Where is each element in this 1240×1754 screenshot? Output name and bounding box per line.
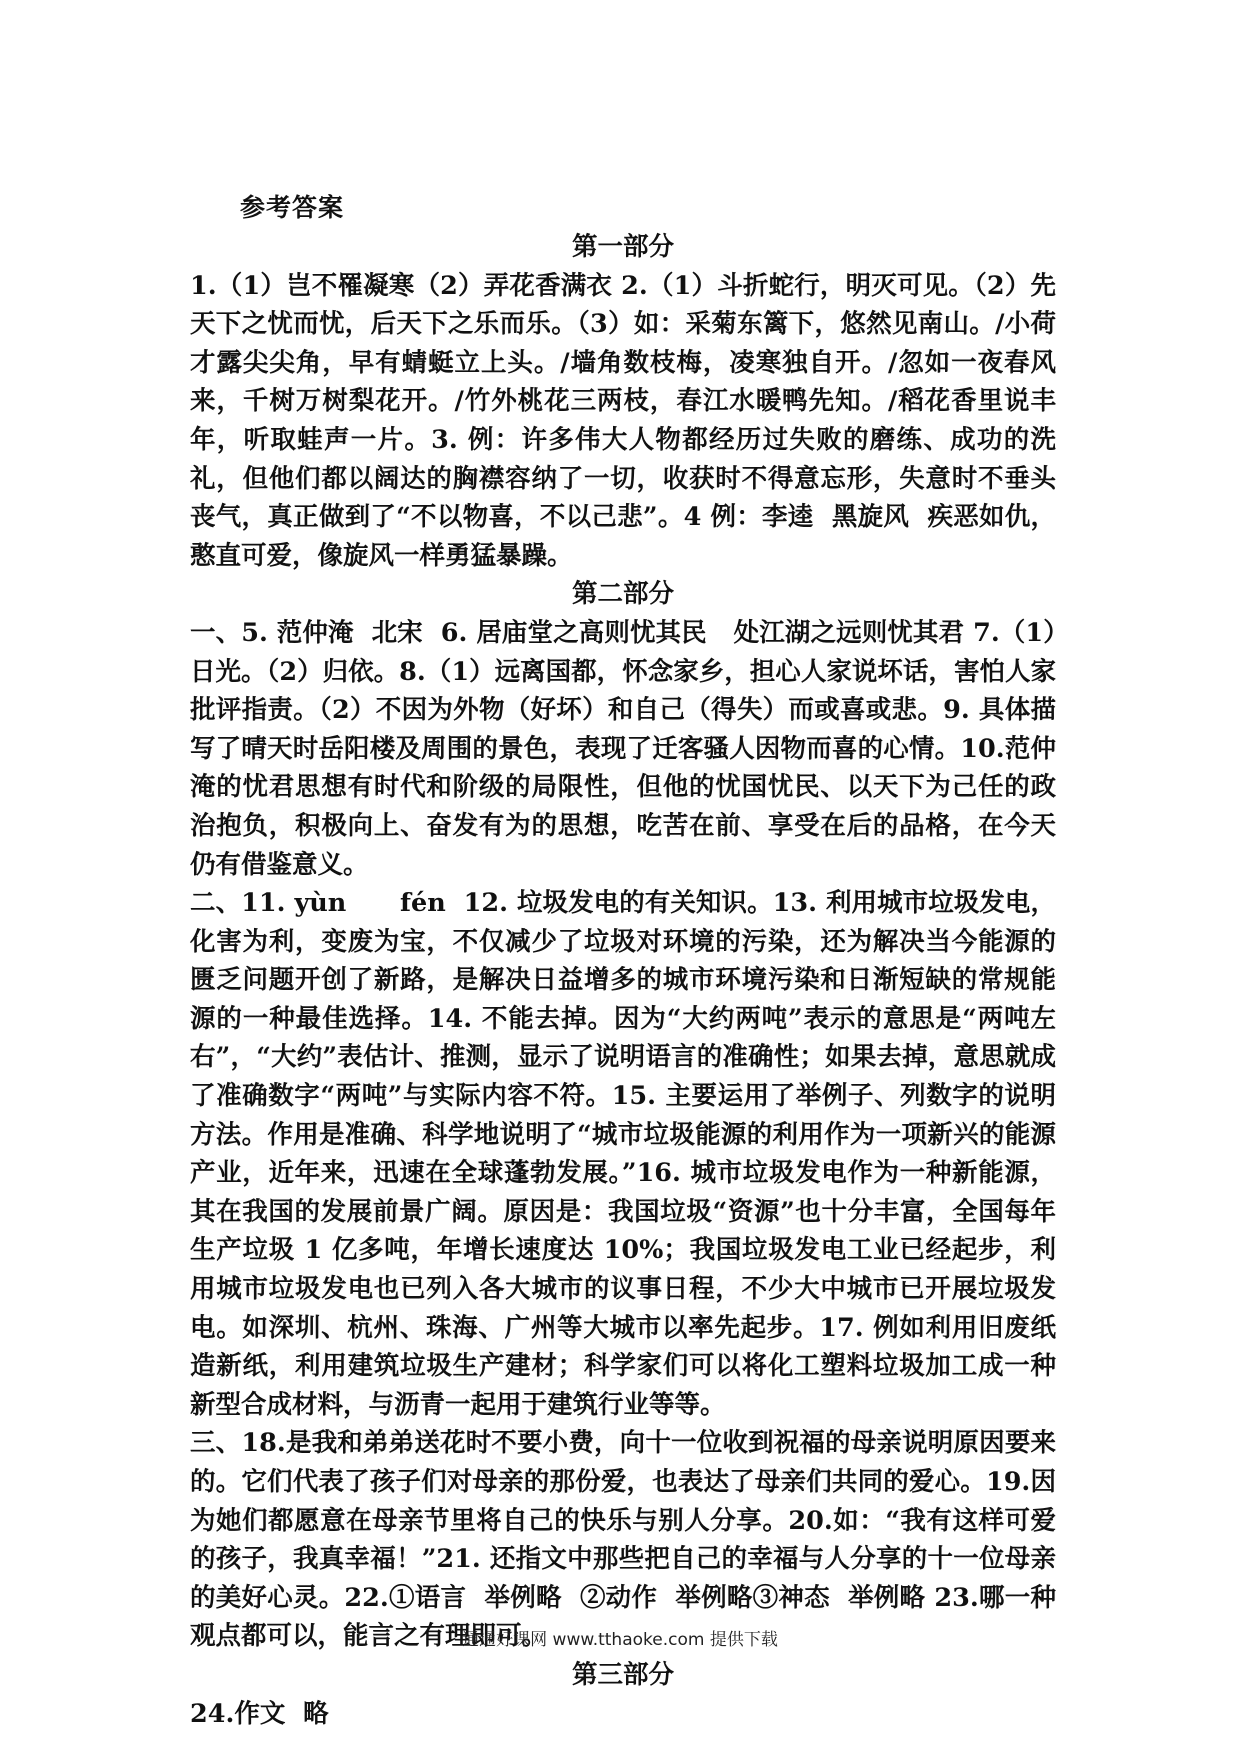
- section-heading: 第一部分: [571, 232, 674, 262]
- section-heading: 第三部分: [571, 1659, 674, 1690]
- section-part-three: [190, 1656, 1056, 1733]
- document-body: [190, 228, 1056, 1733]
- answer-paragraph: 一、5. 范仲淹 北宋 6. 居庙堂之高则忧其民 处江湖之远则忧其君 7.（1）日光。（2）归依。8.（1）远离国都，怀念家乡，担心人家说坏话，害怕人家批评指责。（2）不因为外物（好坏）和自己（得失）而或喜或悲。9. 具体描写了晴天时岳阳楼及周围的景色，表现了迁客骚人因物而喜的心情。10.范仲淹的忧君思想有时代和阶级的局限性，但他的忧国忧民、以天下为己任的政治抱负，积极向上、奋发有为的思想，吃苦在前、享受在后的品格，在今天仍有借鉴意义。: [190, 617, 1056, 880]
- answer-paragraph: 1.（1）岂不罹凝寒（2）弄花香满衣 2.（1）斗折蛇行，明灭可见。（2）先天下之忧而忧，后天下之乐而乐。（3）如：采菊东篱下，悠然见南山。/小荷才露尖尖角，早有蜻蜓立上头。/墙角数枝梅，凌寒独自开。/忽如一夜春风来，千树万树梨花开。/竹外桃花三两枝，春江水暖鸭先知。/稻花香里说丰年，听取蛙声一片。3. 例：许多伟大人物都经历过失败的磨练、成功的洗礼，但他们都以阔达的胸襟容纳了一切，收获时不得意忘形，失意时不垂头丧气，真正做到了“不以物喜，不以己悲”。4 例：李逵 黑旋风 疾恶如仇，憨直可爱，像旋风一样勇猛暴躁。: [190, 270, 1056, 571]
- section-part-two: [190, 575, 1056, 1656]
- answer-key-label: 参考答案: [240, 193, 345, 222]
- answer-paragraph: 二、11. yùn fén 12. 垃圾发电的有关知识。13. 利用城市垃圾发电，化害为利，变废为宝，不仅减少了垃圾对环境的污染，还为解决当今能源的匮乏问题开创了新路，是解决日益增多的城市环境污染和日渐短缺的常规能源的一种最佳选择。14. 不能去掉。因为“大约两吨”表示的意思是“两吨左右”，“大约”表估计、推测，显示了说明语言的准确性；如果去掉，意思就成了准确数字“两吨”与实际内容不符。15. 主要运用了举例子、列数字的说明方法。作用是准确、科学地说明了“城市垃圾能源的利用作为一项新兴的能源产业，近年来，迅速在全球蓬勃发展。”16. 城市垃圾发电作为一种新能源，其在我国的发展前景广阔。原因是：我国垃圾“资源”也十分丰富，全国每年生产垃圾 1 亿多吨，年增长速度达 10%；我国垃圾发电工业已经起步，利用城市垃圾发电也已列入各大城市的议事日程，不少大中城市已开展垃圾发电。如深圳、杭州、珠海、广州等大城市以率先起步。17. 例如利用旧废纸造新纸，利用建筑垃圾生产建材；科学家们可以将化工塑料垃圾加工成一种新型合成材料，与沥青一起用于建筑行业等等。: [190, 888, 1056, 1420]
- answer-paragraph: 三、18.是我和弟弟送花时不要小费，向十一位收到祝福的母亲说明原因要来的。它们代表了孩子们对母亲的那份爱，也表达了母亲们共同的爱心。19.因为她们都愿意在母亲节里将自己的快乐与别人分享。20.如：“我有这样可爱的孩子，我真幸福！”21. 还指文中那些把自己的幸福与人分享的十一位母亲的美好心灵。22.①语言 举例略 ②动作 举例略③神态 举例略 23.哪一种观点都可以，能言之有理即可。: [190, 1428, 1056, 1652]
- answer-paragraph: 24.作文 略: [190, 1698, 329, 1729]
- page-footer: 通通好课网 www.tthaoke.com 提供下载: [462, 1630, 778, 1650]
- section-part-one: [190, 228, 1056, 575]
- section-heading: 第二部分: [571, 579, 674, 610]
